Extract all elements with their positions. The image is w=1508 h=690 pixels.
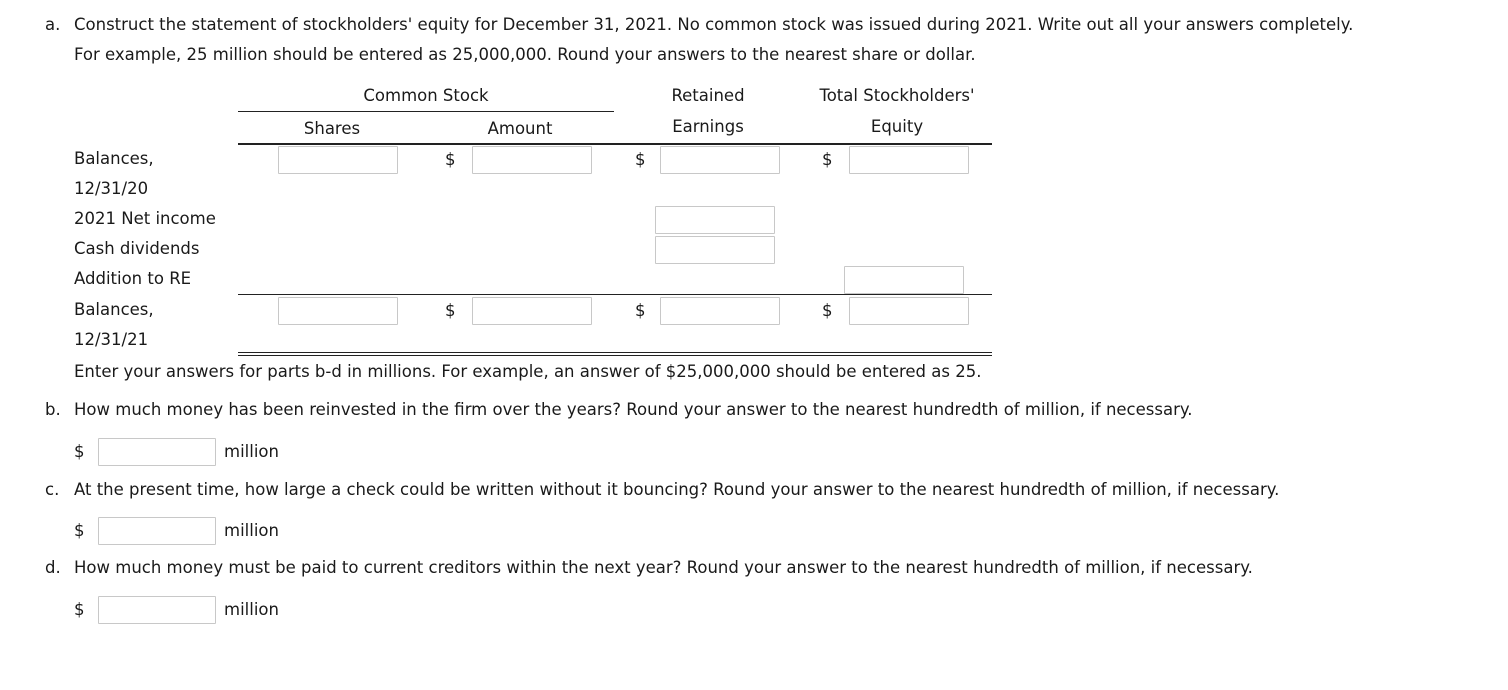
currency-symbol: $ — [635, 301, 646, 320]
row-label-cash-dividends: Cash dividends — [74, 239, 200, 258]
currency-symbol: $ — [635, 150, 646, 169]
currency-symbol: $ — [74, 600, 85, 619]
part-c-letter: c. — [45, 480, 60, 499]
row-label-balances-2020-line1: Balances, — [74, 149, 154, 168]
header-shares: Shares — [303, 119, 361, 138]
balances-2020-amount-input[interactable] — [472, 146, 592, 174]
header-retained-line2: Earnings — [672, 117, 744, 136]
part-d-letter: d. — [45, 558, 61, 577]
balances-2021-total-input[interactable] — [849, 297, 969, 325]
total-double-rule-bottom — [238, 355, 992, 356]
total-double-rule-top — [238, 352, 992, 353]
part-d-answer-input[interactable] — [98, 596, 216, 624]
balances-2021-amount-input[interactable] — [472, 297, 592, 325]
common-stock-underline — [238, 111, 614, 112]
millions-note: Enter your answers for parts b-d in millions. For example, an answer of $25,000,000 should be entered as 25. — [74, 362, 982, 381]
part-c-question: At the present time, how large a check could be written without it bouncing? Round your answer to the nearest hundredth of million, if necessary. — [74, 480, 1280, 499]
header-bottom-rule — [238, 143, 992, 145]
part-d-unit: million — [224, 600, 279, 619]
part-d-question: How much money must be paid to current creditors within the next year? Round your answer to the nearest hundredth of million, if necessary. — [74, 558, 1253, 577]
row-label-balances-2021-line1: Balances, — [74, 300, 154, 319]
header-common-stock: Common Stock — [363, 86, 489, 105]
row-label-balances-2020-line2: 12/31/20 — [74, 179, 149, 198]
balances-2020-retained-input[interactable] — [660, 146, 780, 174]
part-c-answer-input[interactable] — [98, 517, 216, 545]
currency-symbol: $ — [822, 301, 833, 320]
part-a-instructions-line1: Construct the statement of stockholders' equity for December 31, 2021. No common stock was issued during 2021. Write out all your answers completely. — [74, 15, 1354, 34]
currency-symbol: $ — [445, 301, 456, 320]
part-b-letter: b. — [45, 400, 61, 419]
part-a-letter: a. — [45, 15, 61, 34]
row-label-addition-re: Addition to RE — [74, 269, 192, 288]
part-b-unit: million — [224, 442, 279, 461]
balances-2021-shares-input[interactable] — [278, 297, 398, 325]
row-label-balances-2021-line2: 12/31/21 — [74, 330, 149, 349]
part-c-unit: million — [224, 521, 279, 540]
balances-2021-retained-input[interactable] — [660, 297, 780, 325]
currency-symbol: $ — [822, 150, 833, 169]
currency-symbol: $ — [74, 442, 85, 461]
part-b-answer-input[interactable] — [98, 438, 216, 466]
balances-2020-total-input[interactable] — [849, 146, 969, 174]
part-a-instructions-line2: For example, 25 million should be entered as 25,000,000. Round your answers to the nearest share or dollar. — [74, 45, 976, 64]
addition-re-total-input[interactable] — [844, 266, 964, 294]
currency-symbol: $ — [445, 150, 456, 169]
header-total-line1: Total Stockholders' — [819, 86, 975, 105]
row-label-net-income: 2021 Net income — [74, 209, 216, 228]
header-amount: Amount — [487, 119, 553, 138]
currency-symbol: $ — [74, 521, 85, 540]
part-b-question: How much money has been reinvested in the firm over the years? Round your answer to the nearest hundredth of million, if necessary. — [74, 400, 1193, 419]
balances-2020-shares-input[interactable] — [278, 146, 398, 174]
header-total-line2: Equity — [870, 117, 924, 136]
header-retained-line1: Retained — [671, 86, 745, 105]
cash-dividends-retained-input[interactable] — [655, 236, 775, 264]
net-income-retained-input[interactable] — [655, 206, 775, 234]
subtotal-rule — [238, 294, 992, 295]
